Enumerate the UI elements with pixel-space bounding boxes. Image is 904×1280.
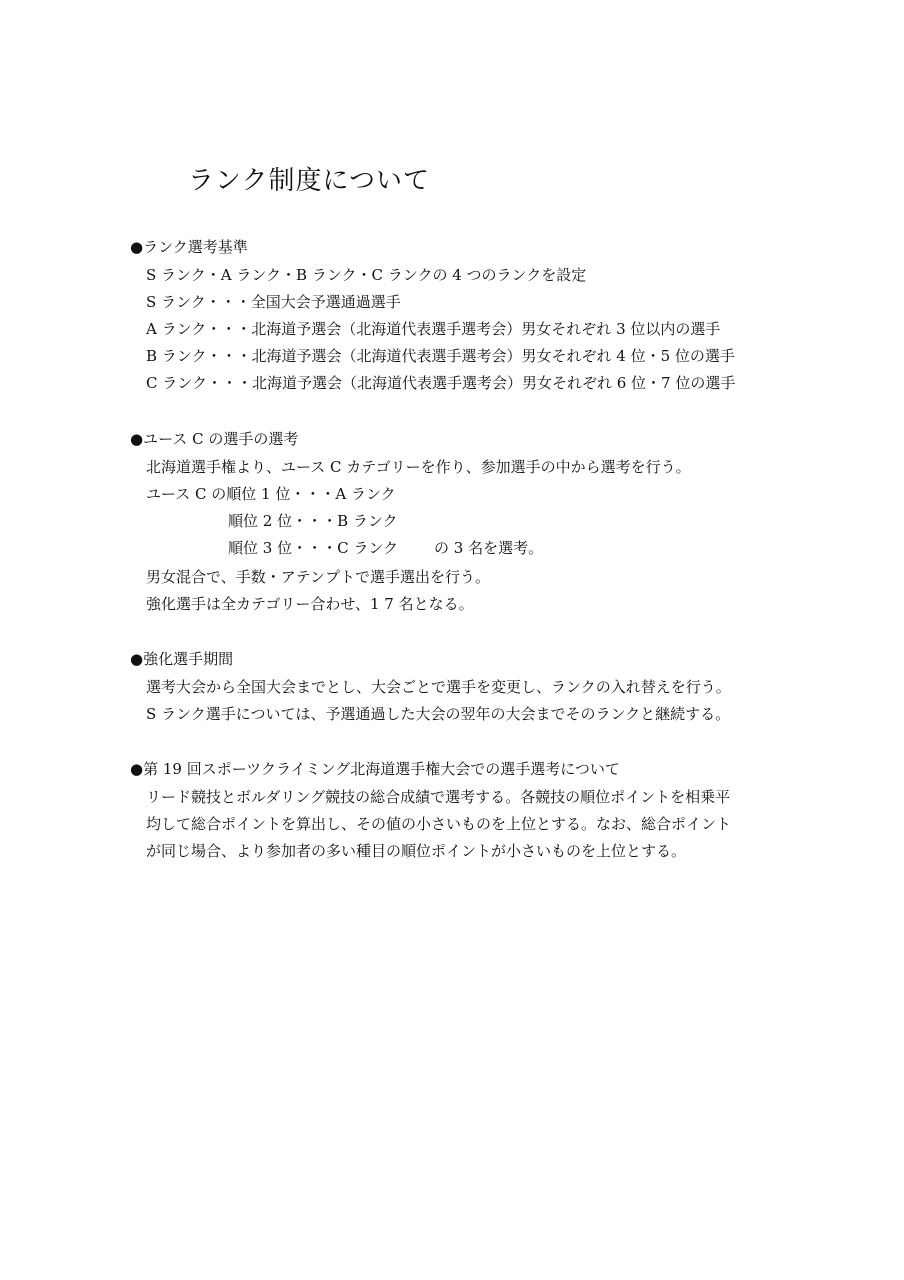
paragraph-line: 強化選手は全カテゴリー合わせ、1 7 名となる。 xyxy=(146,595,474,613)
section-heading-rank-criteria: ●ランク選考基準 xyxy=(130,238,248,256)
paragraph-line: 選考大会から全国大会までとし、大会ごとで選手を変更し、ランクの入れ替えを行う。 xyxy=(146,678,731,696)
paragraph-line: 順位 2 位・・・B ランク xyxy=(228,512,398,530)
section-heading-period: ●強化選手期間 xyxy=(130,650,234,668)
paragraph-line: S ランク・A ランク・B ランク・C ランクの 4 つのランクを設定 xyxy=(146,266,587,284)
paragraph-line: 男女混合で、手数・アテンプトで選手選出を行う。 xyxy=(146,568,490,586)
section-heading-youth-c: ●ユース C の選手の選考 xyxy=(130,430,299,448)
paragraph-line: B ランク・・・北海道予選会（北海道代表選手選考会）男女それぞれ 4 位・5 位の選手 xyxy=(146,347,735,365)
paragraph-line xyxy=(228,537,543,558)
paragraph-line: 北海道選手権より、ユース C カテゴリーを作り、参加選手の中から選考を行う。 xyxy=(146,458,691,476)
page-title: ランク制度について xyxy=(188,166,430,196)
paragraph-line: A ランク・・・北海道予選会（北海道代表選手選考会）男女それぞれ 3 位以内の選手 xyxy=(146,320,721,338)
paragraph-line: S ランク・・・全国大会予選通過選手 xyxy=(146,293,401,311)
paragraph-line: リード競技とボルダリング競技の総合成績で選考する。各競技の順位ポイントを相乗平 xyxy=(146,788,731,806)
section-heading-championship: ●第 19 回スポーツクライミング北海道選手権大会での選手選考について xyxy=(130,760,620,778)
paragraph-line: 均して総合ポイントを算出し、その値の小さいものを上位とする。なお、総合ポイント xyxy=(146,815,732,833)
selection-note: の 3 名を選考。 xyxy=(434,539,544,557)
paragraph-line: S ランク選手については、予選通過した大会の翌年の大会までそのランクと継続する。 xyxy=(146,705,731,723)
paragraph-line: C ランク・・・北海道予選会（北海道代表選手選考会）男女それぞれ 6 位・7 位の選手 xyxy=(146,374,736,392)
rank-c-line: 順位 3 位・・・C ランク xyxy=(228,539,399,557)
paragraph-line: が同じ場合、より参加者の多い種目の順位ポイントが小さいものを上位とする。 xyxy=(146,842,687,860)
paragraph-line: ユース C の順位 1 位・・・A ランク xyxy=(146,485,396,503)
